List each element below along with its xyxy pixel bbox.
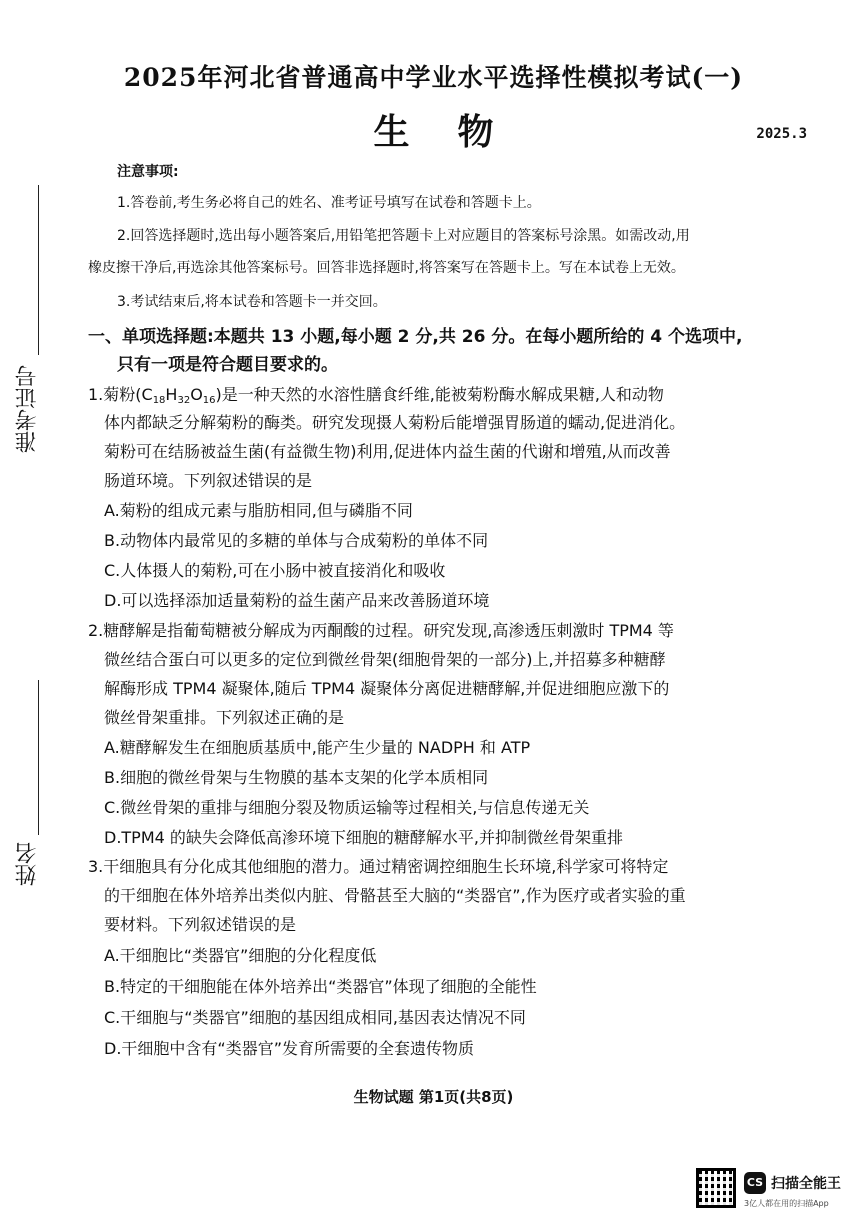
exam-date: 2025.3 (756, 126, 807, 142)
page-title: 2025年河北省普通高中学业水平选择性模拟考试(一) (123, 63, 744, 92)
name-line (38, 680, 39, 835)
question-3-stem: 要材料。下列叙述错误的是 (104, 915, 297, 934)
name-label: 姓名 (15, 842, 40, 886)
section-heading-cont: 只有一项是符合题目要求的。 (117, 355, 338, 375)
camscanner-tagline: 3亿人都在用的扫描App (744, 1199, 829, 1208)
qr-code-icon (696, 1168, 736, 1208)
admission-number-line (38, 185, 39, 355)
question-1-option-b: B.动物体内最常见的多糖的单体与合成菊粉的单体不同 (104, 531, 489, 550)
camscanner-logo-icon: CS (744, 1172, 766, 1194)
subject-title: 生物 (373, 111, 542, 153)
notice-line: 橡皮擦干净后,再选涂其他答案标号。回答非选择题时,将答案写在答题卡上。写在本试卷上无效。 (88, 260, 685, 276)
notice-line: 3.考试结束后,将本试卷和答题卡一并交回。 (117, 294, 387, 310)
notice-line: 1.答卷前,考生务必将自己的姓名、准考证号填写在试卷和答题卡上。 (117, 195, 541, 211)
section-heading: 一、单项选择题:本题共 13 小题,每小题 2 分,共 26 分。在每小题所给的 4 个选项中, (88, 327, 743, 347)
question-2-option-c: C.微丝骨架的重排与细胞分裂及物质运输等过程相关,与信息传递无关 (104, 798, 590, 817)
question-1-option-c: C.人体摄人的菊粉,可在小肠中被直接消化和吸收 (104, 561, 446, 580)
notice-heading: 注意事项: (117, 164, 179, 180)
question-1-stem: 肠道环境。下列叙述错误的是 (104, 471, 313, 490)
question-1-stem: 1.菊粉$(C_{18}H_{32}O_{16})$是一种天然的水溶性膳食纤维,能被菊粉酶水解成果糖,人和动物 (88, 385, 664, 406)
question-1-stem: 体内都缺乏分解菊粉的酶类。研究发现摄人菊粉后能增强胃肠道的蠕动,促进消化。 (104, 413, 686, 432)
admission-number-label: 准考证号 (15, 365, 40, 453)
camscanner-name: 扫描全能王 (771, 1176, 841, 1192)
question-3-stem: 3.干细胞具有分化成其他细胞的潜力。通过精密调控细胞生长环境,科学家可将特定 (88, 857, 669, 876)
question-3-option-c: C.干细胞与“类器官”细胞的基因组成相同,基因表达情况不同 (104, 1008, 526, 1027)
question-2-stem: 2.糖酵解是指葡萄糖被分解成为丙酮酸的过程。研究发现,高渗透压刺激时 TPM4 等 (88, 621, 674, 640)
question-2-stem: 解酶形成 TPM4 凝聚体,随后 TPM4 凝聚体分离促进糖酵解,并促进细胞应激下的 (104, 679, 670, 698)
question-1-option-a: A.菊粉的组成元素与脂肪相同,但与磷脂不同 (104, 501, 413, 520)
question-2-option-d: D.TPM4 的缺失会降低高渗环境下细胞的糖酵解水平,并抑制微丝骨架重排 (104, 828, 623, 847)
page-footer: 生物试题 第1页(共8页) (353, 1088, 514, 1106)
question-1-stem: 菊粉可在结肠被益生菌(有益微生物)利用,促进体内益生菌的代谢和增殖,从而改善 (104, 442, 671, 461)
question-2-option-b: B.细胞的微丝骨架与生物膜的基本支架的化学本质相同 (104, 768, 489, 787)
question-2-option-a: A.糖酵解发生在细胞质基质中,能产生少量的 NADPH 和 ATP (104, 738, 531, 757)
notice-line: 2.回答选择题时,选出每小题答案后,用铅笔把答题卡上对应题目的答案标号涂黑。如需改动,用 (117, 228, 690, 244)
question-2-stem: 微丝骨架重排。下列叙述正确的是 (104, 708, 345, 727)
question-3-option-a: A.干细胞比“类器官”细胞的分化程度低 (104, 946, 377, 965)
question-3-option-d: D.干细胞中含有“类器官”发育所需要的全套遗传物质 (104, 1039, 474, 1058)
question-2-stem: 微丝结合蛋白可以更多的定位到微丝骨架(细胞骨架的一部分)上,并招募多种糖酵 (104, 650, 666, 669)
question-3-stem: 的干细胞在体外培养出类似内脏、骨骼甚至大脑的“类器官”,作为医疗或者实验的重 (104, 886, 686, 905)
question-1-option-d: D.可以选择添加适量菊粉的益生菌产品来改善肠道环境 (104, 591, 490, 610)
question-3-option-b: B.特定的干细胞能在体外培养出“类器官”体现了细胞的全能性 (104, 977, 537, 996)
